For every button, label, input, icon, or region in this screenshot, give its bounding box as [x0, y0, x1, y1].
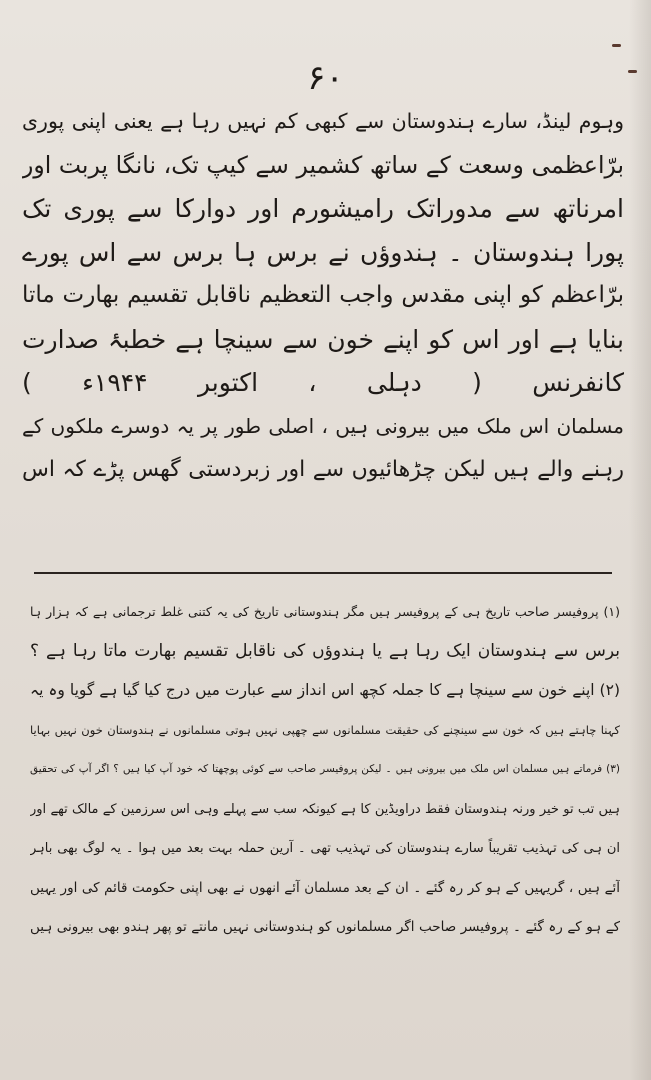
text-line: رہنے والے ہیں لیکن چڑھائیوں سے اور زبردستی گھس پڑے کہ اس: [22, 457, 624, 482]
footnotes: [30, 592, 620, 948]
footnote-line: (۲) اپنے خون سے سینچا ہے کا جملہ کچھ اس انداز سے عبارت میں درج کیا گیا ہے گویا وہ یہ: [30, 681, 620, 699]
main-text: [22, 100, 624, 492]
text-line: کانفرنس ( دہلی ، اکتوبر ۱۹۴۴ء ): [22, 368, 624, 397]
text-line: برّاعظم کو اپنی مقدس واجب التعظیم ناقابل تقسیم بھارت ماتا: [22, 282, 624, 308]
text-line: مسلمان اس ملک میں بیرونی ہیں ، اصلی طور پر یہ دوسرے ملکوں کے: [22, 413, 624, 438]
footnote-line: کے ہو کے رہ گئے ۔ پروفیسر صاحب اگر مسلمانوں کو ہندوستانی نہیں مانتے تو پھر ہندو بھی بیرونی ہیں: [30, 919, 620, 935]
text-line: بنایا ہے اور اس کو اپنے خون سے سینچا ہے خطبۂ صدارت: [22, 324, 624, 354]
text-line: وہوم لینڈ، سارے ہندوستان سے کبھی کم نہیں رہا ہے یعنی اپنی پوری: [22, 109, 624, 133]
text-line: پورا ہندوستان ۔ ہندوؤں نے برس ہا برس سے اس پورے: [22, 237, 624, 267]
footnote-line: برس سے ہندوستان ایک رہا ہے یا ہندوؤں کی ناقابل تقسیم بھارت ماتا رہا ہے ؟: [30, 640, 620, 661]
footnote-separator: [34, 572, 612, 574]
page-edge-shadow: [629, 0, 651, 1080]
footnote-line: ان ہی کی تہذیب تقریباً سارے ہندوستان کی تہذیب تھی ۔ آرین حملہ بہت بعد میں ہوا ۔ یہ لوگ بھی باہر: [30, 841, 620, 856]
text-line: برّاعظمی وسعت کے ساتھ کشمیر سے کیپ تک، نانگا پربت اور: [22, 150, 624, 179]
page-number: ۶۰: [307, 58, 344, 98]
footnote-line: (۳) فرماتے ہیں مسلمان اس ملک میں بیرونی ہیں ۔ لیکن پروفیسر صاحب سے کوئی پوچھتا کہ خود آپ کیا ہیں ؟ اگر آپ کی تحقیق: [30, 763, 620, 775]
footnote-line: (۱) پروفیسر صاحب تاریخ ہی کے پروفیسر ہیں مگر ہندوستانی تاریخ کی یہ کتنی غلط ترجمانی ہے کہ ہزار ہا: [30, 604, 620, 619]
text-line: امرناتھ سے مدوراتک رامیشورم اور دوارکا سے پوری تک: [22, 194, 624, 223]
footnote-line: ہیں تب تو خیر ورنہ ہندوستان فقط دراویڈین کا ہے کیونکہ سب سے پہلے وہی اس سرزمین کے مالک تھے اور: [30, 801, 620, 817]
footnote-line: کہنا چاہتے ہیں کہ خون سے سینچنے کی حقیقت مسلمانوں سے چھپی نہیں ہوتی مسلمانوں نے ہندوستان خون نہیں بہایا: [30, 722, 620, 737]
footnote-line: آئے ہیں ، گریہیں کے ہو کر رہ گئے ۔ ان کے بعد مسلمان آئے انھوں نے بھی اپنی حکومت قائم کی اور یہیں: [30, 879, 620, 896]
ink-speck: [612, 44, 621, 47]
